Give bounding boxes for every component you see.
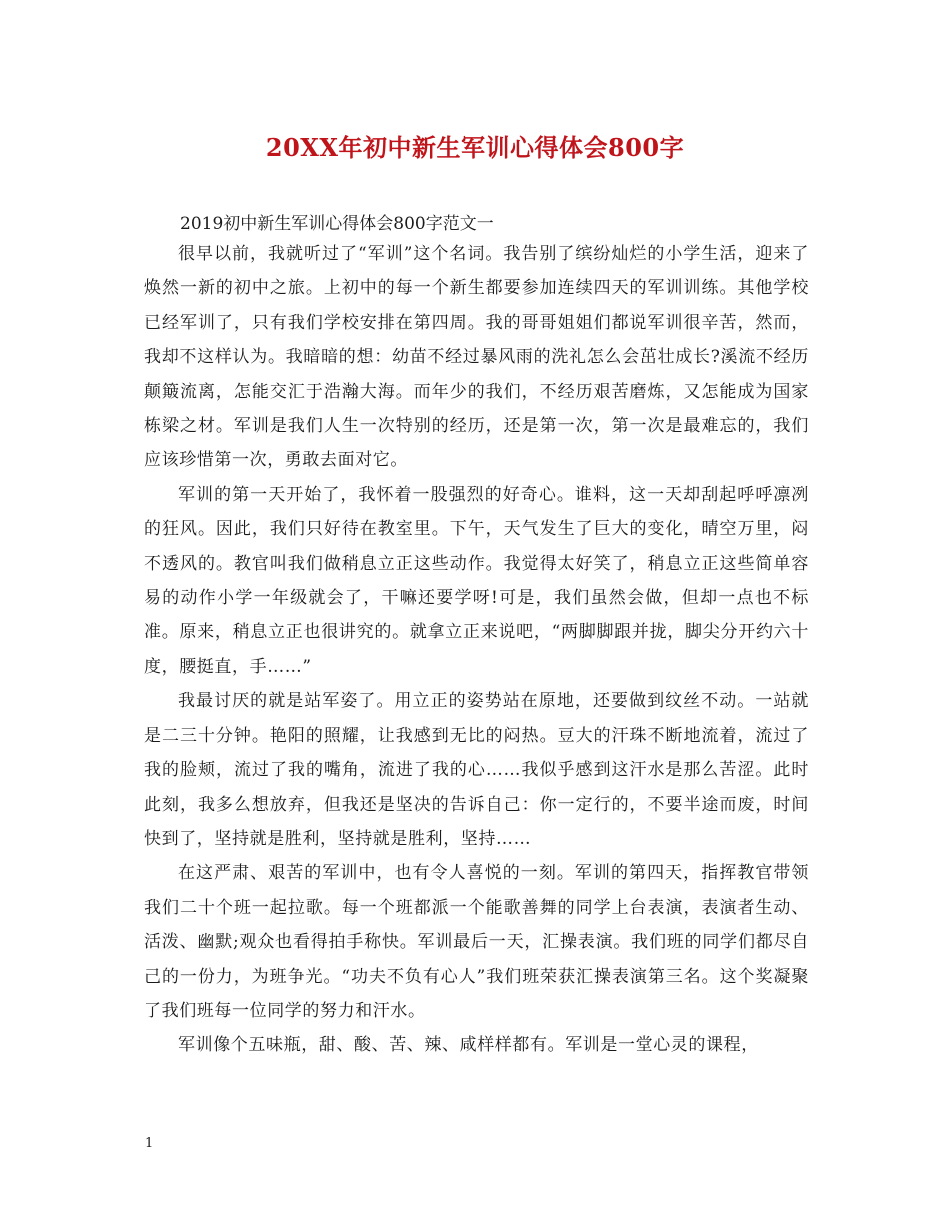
paragraph: 我最讨厌的就是站军姿了。用立正的姿势站在原地，还要做到纹丝不动。一站就是二三十分钟。艳阳的照耀，让我感到无比的闷热。豆大的汗珠不断地流着，流过了我的脸颊，流过了我的嘴角，流进了我的心……我似乎感到这汗水是那么苦涩。此时此刻，我多么想放弃，但我还是坚决的告诉自己：你一定行的，不要半途而废，时间快到了，坚持就是胜利，坚持就是胜利，坚持……: [144, 691, 809, 849]
paragraph: 很早以前，我就听过了“军训”这个名词。我告别了缤纷灿烂的小学生活，迎来了焕然一新的初中之旅。上初中的每一个新生都要参加连续四天的军训训练。其他学校已经军训了，只有我们学校安排在第四周。我的哥哥姐姐们都说军训很辛苦，然而，我却不这样认为。我暗暗的想：幼苗不经过暴风雨的洗礼怎么会茁壮成长?溪流不经历颠簸流离，怎能交汇于浩瀚大海。而年少的我们，不经历艰苦磨炼，又怎能成为国家栋梁之材。军训是我们人生一次特别的经历，还是第一次，第一次是最难忘的，我们应该珍惜第一次，勇敢去面对它。: [144, 244, 809, 471]
page-number: 1: [145, 1136, 154, 1151]
document-subtitle: 2019初中新生军训心得体会800字范文一: [180, 214, 494, 234]
document-body: [144, 237, 809, 1063]
paragraph: 军训的第一天开始了，我怀着一股强烈的好奇心。谁料，这一天却刮起呼呼凛冽的狂风。因此，我们只好待在教室里。下午，天气发生了巨大的变化，晴空万里，闷不透风的。教官叫我们做稍息立正这些动作。我觉得太好笑了，稍息立正这些简单容易的动作小学一年级就会了，干嘛还要学呀!可是，我们虽然会做，但却一点也不标准。原来，稍息立正也很讲究的。就拿立正来说吧，“两脚脚跟并拢，脚尖分开约六十度，腰挺直，手……”: [144, 484, 809, 677]
paragraph: 军训像个五味瓶，甜、酸、苦、辣、咸样样都有。军训是一堂心灵的课程，: [178, 1035, 759, 1056]
document-title: 20XX年初中新生军训心得体会800字: [265, 133, 685, 162]
paragraph: 在这严肃、艰苦的军训中，也有令人喜悦的一刻。军训的第四天，指挥教官带领我们二十个班一起拉歌。每一个班都派一个能歌善舞的同学上台表演，表演者生动、活泼、幽默;观众也看得拍手称快。军训最后一天，汇操表演。我们班的同学们都尽自己的一份力，为班争光。“功夫不负有心人”我们班荣获汇操表演第三名。这个奖凝聚了我们班每一位同学的努力和汗水。: [144, 863, 809, 1021]
